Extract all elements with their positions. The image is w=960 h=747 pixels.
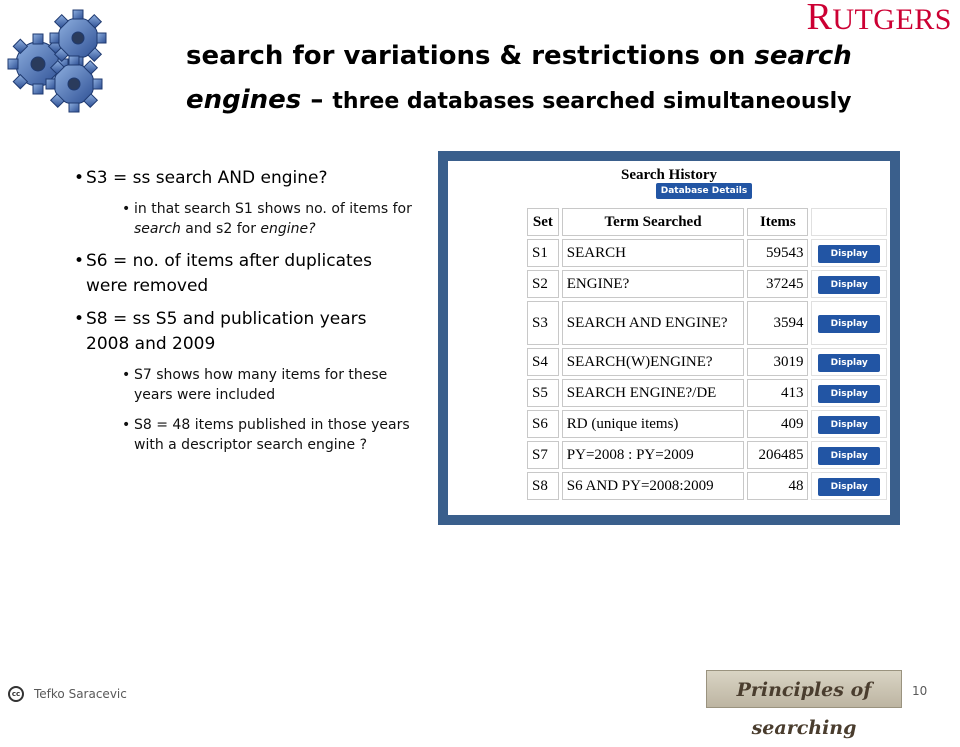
term-cell: SEARCH ENGINE?/DE — [562, 379, 745, 407]
gears-icon — [4, 8, 116, 118]
column-header-blank — [811, 208, 887, 236]
term-cell: SEARCH(W)ENGINE? — [562, 348, 745, 376]
items-cell: 413 — [747, 379, 808, 407]
term-cell: SEARCH — [562, 239, 745, 267]
term-cell: ENGINE? — [562, 270, 745, 298]
footer-author — [8, 686, 127, 702]
set-cell: S5 — [527, 379, 559, 407]
display-cell — [811, 348, 887, 376]
table-row — [527, 379, 887, 407]
items-cell: 48 — [747, 472, 808, 500]
principles-of-searching-logo: Principles of searching — [706, 670, 902, 708]
display-cell — [811, 270, 887, 298]
display-button[interactable]: Display — [818, 315, 880, 333]
bullet-list — [74, 166, 414, 465]
set-cell: S6 — [527, 410, 559, 438]
column-header-set: Set — [527, 208, 559, 236]
table-row — [527, 270, 887, 298]
display-button[interactable]: Display — [818, 416, 880, 434]
term-cell: RD (unique items) — [562, 410, 745, 438]
sub-bullet-item: • S7 shows how many items for these years were included — [122, 365, 414, 405]
display-cell — [811, 301, 887, 345]
sub-bullet-item: • S8 = 48 items published in those years with a descriptor search engine ? — [122, 415, 414, 455]
set-cell: S8 — [527, 472, 559, 500]
display-button[interactable]: Display — [818, 354, 880, 372]
set-cell: S2 — [527, 270, 559, 298]
display-button[interactable]: Display — [818, 276, 880, 294]
display-button[interactable]: Display — [818, 447, 880, 465]
database-details-button[interactable]: Database Details — [656, 183, 752, 199]
table-row — [527, 348, 887, 376]
items-cell: 59543 — [747, 239, 808, 267]
display-cell — [811, 472, 887, 500]
rutgers-logo: RUTGERS — [806, 0, 952, 38]
bullet-item: • S3 = ss search AND engine? — [74, 166, 414, 191]
items-cell: 3019 — [747, 348, 808, 376]
sub-bullet-item: • in that search S1 shows no. of items for search and s2 for engine? — [122, 199, 414, 239]
author-name: Tefko Saracevic — [34, 687, 127, 701]
display-cell — [811, 239, 887, 267]
page-number: 10 — [912, 684, 928, 698]
display-cell — [811, 379, 887, 407]
table-row — [527, 301, 887, 345]
bullet-item: • S8 = ss S5 and publication years 2008 and 2009 — [74, 307, 414, 357]
set-cell: S4 — [527, 348, 559, 376]
table-row — [527, 441, 887, 469]
display-button[interactable]: Display — [818, 245, 880, 263]
items-cell: 37245 — [747, 270, 808, 298]
table-row — [527, 410, 887, 438]
display-button[interactable]: Display — [818, 385, 880, 403]
display-cell — [811, 410, 887, 438]
items-cell: 206485 — [747, 441, 808, 469]
set-cell: S7 — [527, 441, 559, 469]
display-button[interactable]: Display — [818, 478, 880, 496]
display-cell — [811, 441, 887, 469]
column-header-term: Term Searched — [562, 208, 745, 236]
set-cell: S1 — [527, 239, 559, 267]
term-cell: PY=2008 : PY=2009 — [562, 441, 745, 469]
table-row — [527, 239, 887, 267]
items-cell: 409 — [747, 410, 808, 438]
set-cell: S3 — [527, 301, 559, 345]
search-history-table — [524, 205, 890, 503]
slide-title: search for variations & restrictions on search engines – three databases searched simultaneously — [186, 41, 852, 115]
column-header-items: Items — [747, 208, 808, 236]
creative-commons-icon: cc — [8, 686, 24, 702]
table-row — [527, 472, 887, 500]
search-history-panel — [438, 151, 900, 525]
search-history-title: Search History — [621, 167, 717, 183]
items-cell: 3594 — [747, 301, 808, 345]
term-cell: SEARCH AND ENGINE? — [562, 301, 745, 345]
term-cell: S6 AND PY=2008:2009 — [562, 472, 745, 500]
bullet-item: • S6 = no. of items after duplicates were removed — [74, 249, 414, 299]
